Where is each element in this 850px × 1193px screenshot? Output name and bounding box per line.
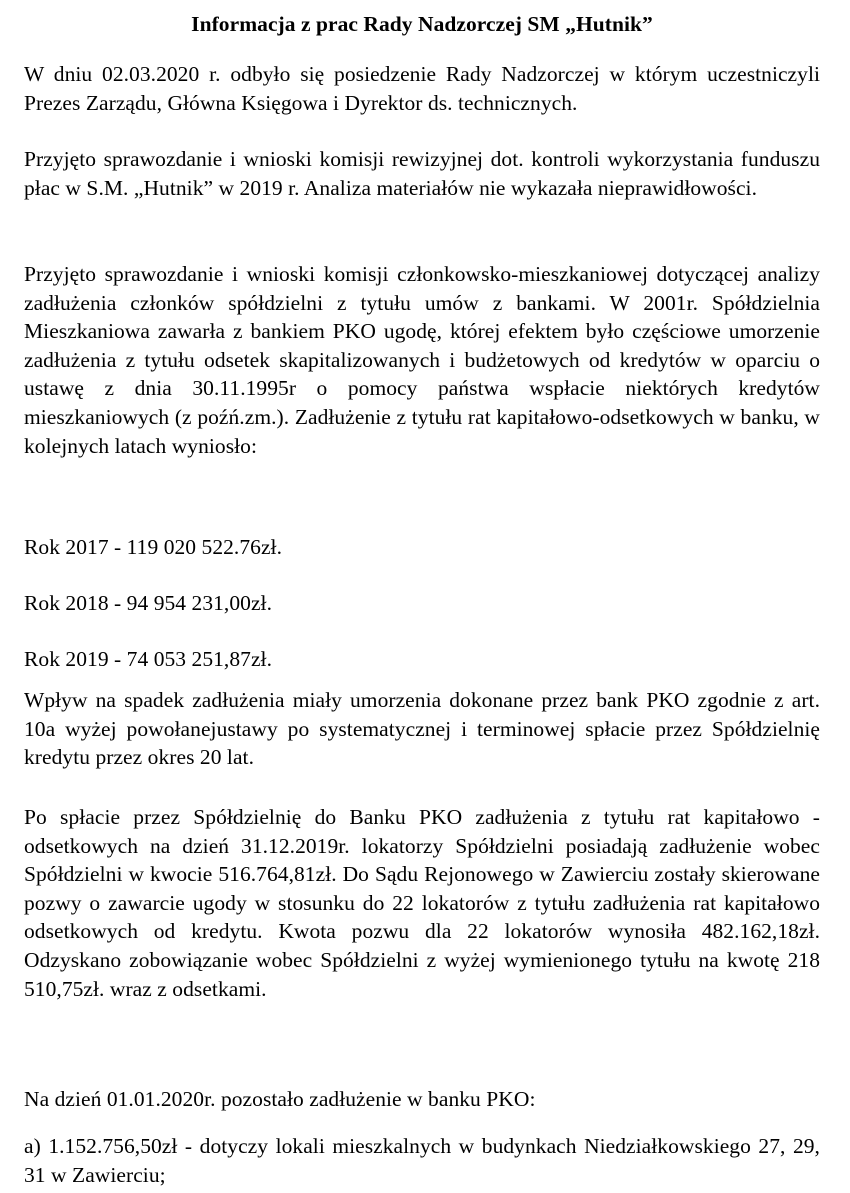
paragraph-debt-decrease: Wpływ na spadek zadłużenia miały umorzenia dokonane przez bank PKO zgodnie z art. 10a wyżej powołanejustawy po systematycznej i terminowej spłacie przez Spółdzielnię kredytu przez okres 20 lat. — [24, 688, 820, 770]
debt-year-2017: Rok 2017 - 119 020 522.76zł. — [24, 535, 282, 559]
paragraph-audit-committee: Przyjęto sprawozdanie i wnioski komisji rewizyjnej dot. kontroli wykorzystania funduszu płac w S.M. „Hutnik” w 2019 r. Analiza materiałów nie wykazała nieprawidłowości. — [24, 147, 820, 200]
list-item-a: a) 1.152.756,50zł - dotyczy lokali mieszkalnych w budynkach Niedziałkowskiego 27, 29, 31 w Zawierciu; — [24, 1134, 820, 1187]
paragraph-tenant-debt: Po spłacie przez Spółdzielnię do Banku PKO zadłużenia z tytułu rat kapitałowo - odsetkowych na dzień 31.12.2019r. lokatorzy Spółdzielni posiadają zadłużenie wobec Spółdzielni w kwocie 516.764,81zł. Do Sądu Rejonowego w Zawierciu zostały skierowane pozwy o zawarcie ugody w stosunku do 22 lokatorów z tytułu zadłużenia rat kapitałowo odsetkowych od kredytu. Kwota pozwu dla 22 lokatorów wynosiła 482.162,18zł. Odzyskano zobowiązanie wobec Spółdzielni z wyżej wymienionego tytułu na kwotę 218 510,75zł. wraz z odsetkami. — [24, 805, 820, 1001]
document-title: Informacja z prac Rady Nadzorczej SM „Hutnik” — [191, 12, 653, 36]
debt-year-2018: Rok 2018 - 94 954 231,00zł. — [24, 591, 272, 615]
paragraph-housing-committee: Przyjęto sprawozdanie i wnioski komisji członkowsko-mieszkaniowej dotyczącej analizy zadłużenia członków spółdzielni z tytułu umów z bankami. W 2001r. Spółdzielnia Mieszkaniowa zawarła z bankiem PKO ugodę, której efektem było częściowe umorzenie zadłużenia z tytułu odsetek skapitalizowanych i budżetowych od kredytów w oparciu o ustawę z dnia 30.11.1995r o pomocy państwa wspłacie niektórych kredytów mieszkaniowych (z poźń.zm.). Zadłużenie z tytułu rat kapitałowo-odsetkowych w banku, w kolejnych latach wyniosło: — [24, 262, 820, 458]
paragraph-meeting: W dniu 02.03.2020 r. odbyło się posiedzenie Rady Nadzorczej w którym uczestniczyli Prezes Zarządu, Główna Księgowa i Dyrektor ds. technicznych. — [24, 62, 820, 115]
document-page — [24, 8, 820, 1187]
debt-year-2019: Rok 2019 - 74 053 251,87zł. — [24, 647, 272, 671]
paragraph-remaining-debt: Na dzień 01.01.2020r. pozostało zadłużenie w banku PKO: — [24, 1087, 536, 1111]
